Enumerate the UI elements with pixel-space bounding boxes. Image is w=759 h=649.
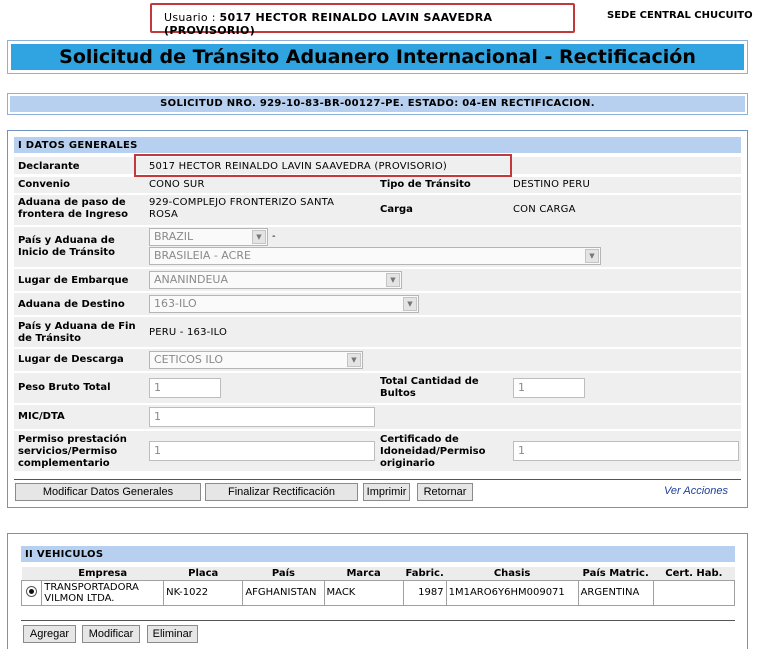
finalizar-rectificacion-button[interactable]: Finalizar Rectificación (205, 483, 358, 501)
user-name: 5017 HECTOR REINALDO LAVIN SAAVEDRA (PROVISORIO) (164, 11, 493, 37)
declarante-highlight (134, 154, 512, 177)
permiso-label: Permiso prestación servicios/Permiso complementario (18, 434, 127, 469)
carga-value: CON CARGA (513, 204, 576, 215)
row-radio[interactable] (26, 586, 37, 597)
solicitud-status: SOLICITUD NRO. 929-10-83-BR-00127-PE. ESTADO: 04-EN RECTIFICACION. (10, 96, 745, 112)
descarga-select[interactable] (149, 351, 363, 369)
carga-label: Carga (380, 204, 413, 215)
aduana-paso-label: Aduana de paso de frontera de Ingreso (18, 197, 128, 220)
cell-chasis: 1M1ARO6Y6HM009071 (446, 580, 578, 605)
convenio-value: CONO SUR (149, 179, 205, 190)
title-frame (7, 40, 748, 74)
certificado-input[interactable]: 1 (513, 441, 739, 461)
modificar-datos-button[interactable]: Modificar Datos Generales (15, 483, 201, 501)
embarque-label: Lugar de Embarque (18, 275, 129, 286)
fin-transito-label: País y Aduana de Fin de Tránsito (18, 321, 136, 344)
ver-acciones-link[interactable]: Ver Acciones (664, 485, 728, 497)
user-info-box (150, 3, 575, 37)
cell-empresa: TRANSPORTADORA VILMON LTDA. (42, 580, 164, 605)
declarante-label: Declarante (18, 161, 80, 172)
embarque-select[interactable] (149, 271, 402, 289)
vehiculos-divider (21, 620, 735, 621)
permiso-input[interactable]: 1 (149, 441, 375, 461)
eliminar-button[interactable]: Eliminar (147, 625, 198, 643)
cell-pais-matric: ARGENTINA (578, 580, 653, 605)
vehiculos-table (21, 567, 735, 606)
col-pais: País (243, 567, 324, 580)
bultos-label: Total Cantidad de Bultos (380, 376, 479, 399)
page-title: Solicitud de Tránsito Aduanero Internacional - Rectificación (11, 44, 744, 70)
aduana-inicio-select[interactable] (149, 247, 601, 265)
modificar-vehiculo-button[interactable]: Modificar (82, 625, 140, 643)
peso-label: Peso Bruto Total (18, 382, 111, 393)
embarque-selected: ANANINDEUA (154, 273, 228, 286)
destino-label: Aduana de Destino (18, 299, 125, 310)
pais-inicio-selected: BRAZIL (154, 230, 194, 243)
table-row[interactable] (22, 580, 735, 605)
chevron-down-icon: ▼ (386, 273, 400, 287)
actions-divider (14, 479, 741, 480)
vehiculos-heading: II VEHICULOS (21, 546, 735, 562)
bultos-input[interactable]: 1 (513, 378, 585, 398)
vehiculos-header-row (22, 567, 735, 580)
mic-dta-label: MIC/DTA (18, 411, 65, 422)
fin-transito-value: PERU - 163-ILO (149, 327, 228, 338)
chevron-down-icon: ▼ (403, 297, 417, 311)
col-chasis: Chasis (446, 567, 578, 580)
tipo-transito-label: Tipo de Tránsito (380, 179, 471, 190)
chevron-down-icon: ▼ (347, 353, 361, 367)
destino-selected: 163-ILO (154, 297, 197, 310)
peso-input[interactable]: 1 (149, 378, 221, 398)
datos-generales-panel (7, 130, 748, 508)
tipo-transito-value: DESTINO PERU (513, 179, 590, 190)
convenio-label: Convenio (18, 179, 71, 190)
agregar-button[interactable]: Agregar (23, 625, 76, 643)
solicitud-frame (7, 93, 748, 115)
pais-inicio-select[interactable] (149, 228, 268, 246)
imprimir-button[interactable]: Imprimir (363, 483, 410, 501)
certificado-label: Certificado de Idoneidad/Permiso originario (380, 434, 486, 469)
aduana-inicio-selected: BRASILEIA - ACRE (154, 249, 251, 262)
declarante-value: 5017 HECTOR REINALDO LAVIN SAAVEDRA (PROVISORIO) (149, 161, 447, 172)
col-pais-matric: País Matric. (578, 567, 653, 580)
datos-generales-heading: I DATOS GENERALES (14, 137, 741, 153)
sede-label: SEDE CENTRAL CHUCUITO (607, 10, 753, 21)
pais-inicio-separator: - (272, 231, 276, 242)
cell-fabric: 1987 (403, 580, 446, 605)
descarga-selected: CETICOS ILO (154, 353, 224, 366)
col-cert-hab: Cert. Hab. (653, 567, 734, 580)
cell-pais: AFGHANISTAN (243, 580, 324, 605)
descarga-label: Lugar de Descarga (18, 354, 124, 365)
col-placa: Placa (164, 567, 243, 580)
retornar-button[interactable]: Retornar (417, 483, 473, 501)
chevron-down-icon: ▼ (252, 230, 266, 244)
col-fabric: Fabric. (403, 567, 446, 580)
vehiculos-panel (7, 533, 748, 649)
chevron-down-icon: ▼ (585, 249, 599, 263)
pais-inicio-label: País y Aduana de Inicio de Tránsito (18, 235, 115, 258)
col-empresa: Empresa (42, 567, 164, 580)
mic-dta-input[interactable]: 1 (149, 407, 375, 427)
col-marca: Marca (324, 567, 403, 580)
destino-select[interactable] (149, 295, 419, 313)
user-label: Usuario : (164, 11, 216, 24)
cell-marca: MACK (324, 580, 403, 605)
cell-cert-hab (653, 580, 734, 605)
aduana-paso-value: 929-COMPLEJO FRONTERIZO SANTA ROSA (149, 197, 335, 220)
cell-placa: NK-1022 (164, 580, 243, 605)
